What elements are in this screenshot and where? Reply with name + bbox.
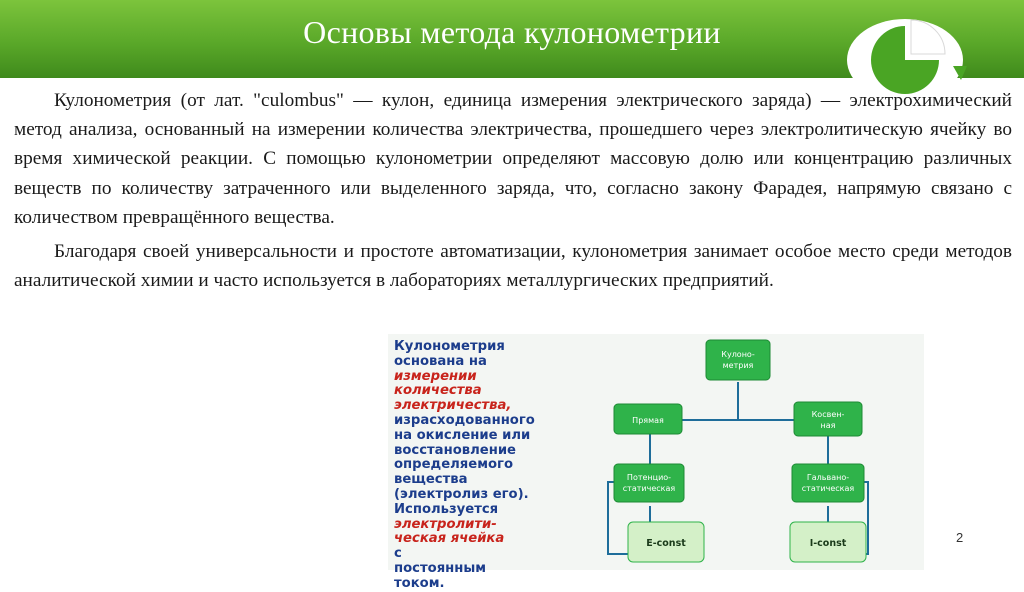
node-root-line1: Кулоно- (721, 350, 755, 359)
figure-text-line: (электролиз его). (394, 486, 529, 502)
coulometry-figure (388, 334, 924, 591)
figure-text-line: определяемого (394, 457, 514, 473)
node-i-const-label: I-const (809, 538, 847, 549)
node-potentiostatic-line2: статическая (622, 484, 676, 493)
figure-text-line: израсходованного (394, 412, 535, 428)
method-tree-diagram (388, 334, 924, 570)
node-direct-label: Прямая (632, 416, 664, 425)
node-galvanostatic-line1: Гальвано- (806, 473, 850, 482)
figure-text-line: постоянным (394, 560, 487, 576)
node-galvanostatic (792, 464, 864, 502)
node-e-const-label: E-const (646, 538, 686, 549)
node-e-const (628, 522, 704, 562)
figure-text-line: восстановление (394, 442, 516, 458)
paragraph-definition: Кулонометрия (от лат. "culombus" — кулон, единица измерения электрического заряда) — электрохимический метод анализа, основанный на измерении количества электричества, прошедшего через электролитическую ячейку во время химической реакции. С помощью кулонометрии определяют массовую долю или концентрацию различных веществ по количеству затраченного или выделенного заряда, что, согласно закону Фарадея, напрямую связано с количеством превращённого вещества. (14, 90, 1012, 228)
figure-text-line: вещества (394, 472, 468, 488)
node-root (706, 340, 770, 380)
node-direct (614, 404, 682, 434)
node-indirect (794, 402, 862, 436)
paragraph-application: Благодаря своей универсальности и простоте автоматизации, кулонометрия занимает особое место среди методов аналитической химии и часто используется в лабораториях металлургических предприятий. (14, 241, 1012, 292)
node-galvanostatic-line2: статическая (801, 484, 855, 493)
figure-text-line: измерении (394, 368, 477, 384)
slide-title: Основы метода кулонометрии (303, 14, 721, 50)
node-potentiostatic (614, 464, 684, 502)
node-potentiostatic-line1: Потенцио- (626, 473, 672, 482)
figure-text-line: электричества, (394, 398, 512, 414)
figure-text-line: ческая ячейка (394, 531, 505, 547)
node-root-line2: метрия (722, 361, 754, 370)
figure-text-line: с (394, 546, 402, 562)
node-i-const (790, 522, 866, 562)
figure-text-line: количества (394, 383, 482, 399)
figure-text-line: Кулонометрия (394, 339, 505, 354)
figure-text-line: электролити- (394, 516, 497, 532)
node-indirect-line2: ная (820, 421, 836, 430)
figure-text-line: основана на (394, 353, 487, 369)
figure-text-line: на окисление или (394, 427, 531, 443)
page-number: 2 (956, 530, 964, 545)
slide-body (14, 86, 1012, 300)
figure-text-line: током. (394, 575, 445, 591)
node-indirect-line1: Косвен- (811, 410, 845, 419)
figure-text-line: Используется (394, 501, 499, 517)
